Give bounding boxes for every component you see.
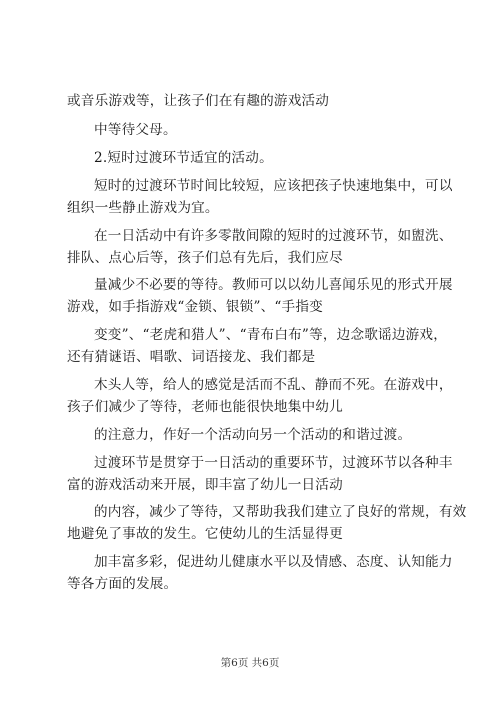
text-line: 孩子们减少了等待，老师也能很快地集中幼儿 [67,399,343,415]
text-line: 排队、点心后等，孩子们总有先后，我们应尽 [67,250,343,266]
text-line: 加丰富多彩，促进幼儿健康水平以及情感、态度、认知能力 [94,554,453,570]
text-line: 过渡环节是贯穿于一日活动的重要环节，过渡环节以各种丰 [94,455,453,471]
text-line: 在一日活动中有许多零散间隙的短时的过渡环节，如盥洗、 [94,228,453,244]
page-number-footer: 第6页 共6页 [220,657,280,669]
section-heading: 2.短时过渡环节适宜的活动。 [94,150,273,166]
text-line: 游戏，如手指游戏“金锁、银锁”、“手指变 [67,299,323,315]
text-line: 或音乐游戏等，让孩子们在有趣的游戏活动 [67,93,330,109]
text-line: 组织一些静止游戏为宜。 [67,200,219,216]
text-line: 富的游戏活动来开展，即丰富了幼儿一日活动 [67,477,343,493]
text-line: 还有猜谜语、唱歌、词语接龙、我们都是 [67,349,316,365]
text-line: 量减少不必要的等待。教师可以以幼儿喜闻乐见的形式开展 [94,277,453,293]
text-line: 等各方面的发展。 [67,576,178,592]
text-line: 的注意力，作好一个活动向另一个活动的和谐过渡。 [94,427,412,443]
text-line: 地避免了事故的发生。它使幼儿的生活显得更 [67,526,343,542]
text-line: 变变”、“老虎和猎人”、“青布白布”等，边念歌谣边游戏， [94,327,448,343]
text-line: 木头人等，给人的感觉是活而不乱、静而不死。在游戏中， [94,377,453,393]
text-line: 的内容，减少了等待，又帮助我我们建立了良好的常规，有效 [94,504,467,520]
text-line: 中等待父母。 [94,122,177,138]
text-line: 短时的过渡环节时间比较短，应该把孩子快速地集中，可以 [94,178,453,194]
